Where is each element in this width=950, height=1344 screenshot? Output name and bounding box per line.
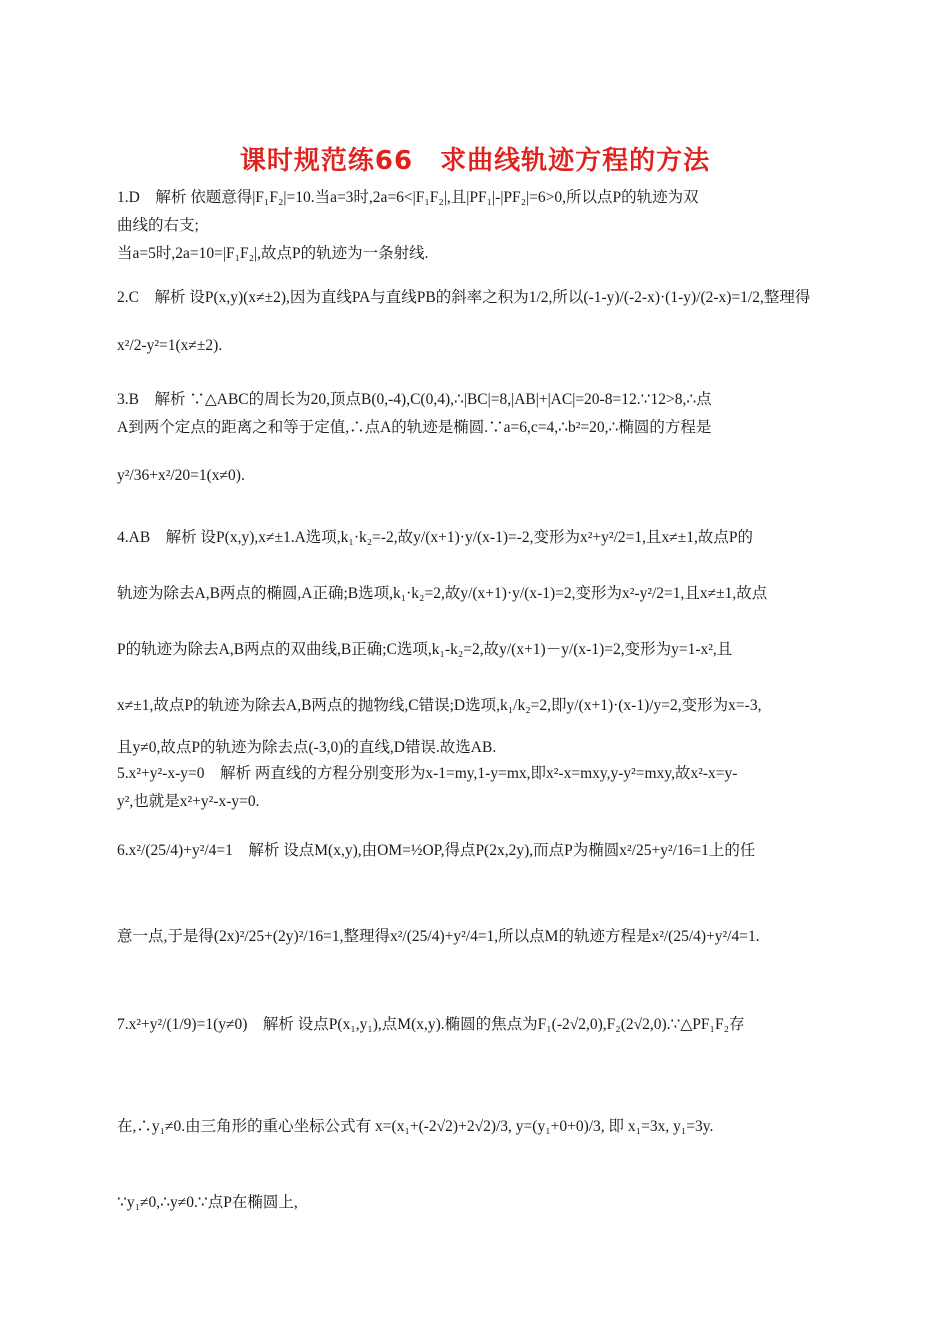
text-line: 意一点,于是得(2x)²/25+(2y)²/16=1,整理得x²/(25/4)+y²/4=1,所以点M的轨迹方程是x²/(25/4)+y²/4=1. — [117, 928, 760, 945]
text-line: x²/2-y²=1(x≠±2). — [117, 337, 223, 354]
text-line: 7.x²+y²/(1/9)=1(y≠0) 解析 设点P(x₁,y₁),点M(x,y).椭圆的焦点为F₁(-2√2,0),F₂(2√2,0).∵△PF₁F₂存 — [117, 1016, 745, 1033]
text-line: x≠±1,故点P的轨迹为除去A,B两点的抛物线,C错误;D选项,k₁/k₂=2,即y/(x+1)·(x-1)/y=2,变形为x=-3, — [117, 697, 762, 714]
solution-item-5 — [117, 760, 835, 816]
solution-item-6 — [117, 836, 835, 952]
text-line: 在,∴y₁≠0.由三角形的重心坐标公式有 x=(x₁+(-2√2)+2√2)/3, y=(y₁+0+0)/3, 即 x₁=3x, y₁=3y. — [117, 1118, 714, 1135]
solution-item-4 — [117, 510, 835, 762]
text-line: 4.AB 解析 设P(x,y),x≠±1.A选项,k₁·k₂=-2,故y/(x+1)·y/(x-1)=-2,变形为x²+y²/2=1,且x≠±1,故点P的 — [117, 529, 754, 546]
text-line: 轨迹为除去A,B两点的椭圆,A正确;B选项,k₁·k₂=2,故y/(x+1)·y/(x-1)=2,变形为x²-y²/2=1,且x≠±1,故点 — [117, 585, 768, 602]
text-line: 曲线的右支; — [117, 217, 199, 234]
text-line: y²,也就是x²+y²-x-y=0. — [117, 793, 260, 810]
solution-item-1 — [117, 184, 835, 268]
text-line: ∵y₁≠0,∴y≠0.∵点P在椭圆上, — [117, 1194, 298, 1211]
text-line: 6.x²/(25/4)+y²/4=1 解析 设点M(x,y),由OM=½OP,得点P(2x,2y),而点P为椭圆x²/25+y²/16=1上的任 — [117, 842, 756, 859]
text-line: A到两个定点的距离之和等于定值,∴点A的轨迹是椭圆.∵a=6,c=4,∴b²=20,∴椭圆的方程是 — [117, 419, 712, 436]
text-line: 1.D 解析 依题意得|F₁F₂|=10.当a=3时,2a=6<|F₁F₂|,且|PF₁|-|PF₂|=6>0,所以点P的轨迹为双 — [117, 189, 699, 206]
text-line: 3.B 解析 ∵△ABC的周长为20,顶点B(0,-4),C(0,4),∴|BC|=8,|AB|+|AC|=20-8=12.∵12>8,∴点 — [117, 391, 712, 408]
page-title: 课时规范练66 求曲线轨迹方程的方法 — [239, 146, 711, 176]
text-line: 当a=5时,2a=10=|F₁F₂|,故点P的轨迹为一条射线. — [117, 245, 429, 262]
text-line: P的轨迹为除去A,B两点的双曲线,B正确;C选项,k₁-k₂=2,故y/(x+1)－y/(x-1)=2,变形为y=1-x²,且 — [117, 641, 733, 658]
text-line: 5.x²+y²-x-y=0 解析 两直线的方程分别变形为x-1=my,1-y=mx,即x²-x=mxy,y-y²=mxy,故x²-x=y- — [117, 765, 738, 782]
solution-item-3 — [117, 386, 835, 490]
text-line: y²/36+x²/20=1(x≠0). — [117, 467, 245, 484]
solution-item-2 — [117, 281, 835, 363]
text-line: 且y≠0,故点P的轨迹为除去点(-3,0)的直线,D错误.故选AB. — [117, 739, 497, 756]
text-line: 2.C 解析 设P(x,y)(x≠±2),因为直线PA与直线PB的斜率之积为1/2,所以(-1-y)/(-2-x)·(1-y)/(2-x)=1/2,整理得 — [117, 289, 811, 306]
solution-item-7 — [117, 1010, 835, 1218]
